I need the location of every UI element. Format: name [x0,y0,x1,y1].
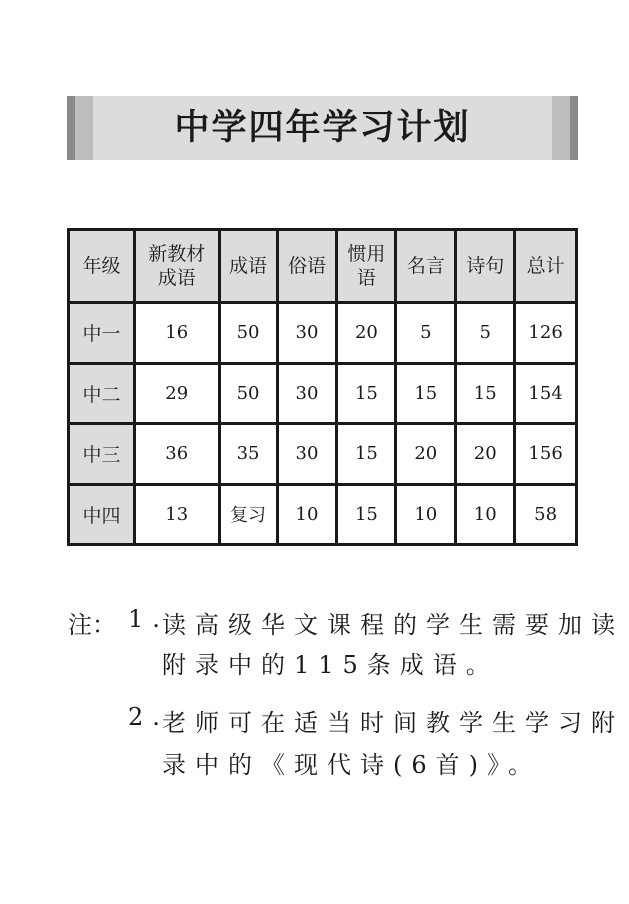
title-banner [67,96,578,160]
note-number: 1. [128,605,169,633]
column-header [69,230,135,303]
grade-cell: 中四 [69,484,135,545]
column-header-label: 惯用 [347,243,386,265]
table-cell: 35 [219,424,277,485]
note-number: 2. [128,703,169,731]
table-cell: 10 [396,484,456,545]
grade-cell: 中三 [69,424,135,485]
table-cell: 5 [396,303,456,364]
table-cell: 15 [337,424,396,485]
grade-cell: 中二 [69,363,135,424]
column-header [277,230,337,303]
column-header [515,230,577,303]
table-cell: 36 [134,424,219,485]
column-header-label: 诗句 [466,255,505,277]
column-header [396,230,456,303]
table-cell: 50 [219,363,277,424]
column-header-label: 总计 [526,255,565,277]
table-cell: 10 [277,484,337,545]
table-cell: 15 [337,363,396,424]
study-plan-table [67,228,578,546]
table-row [69,363,577,424]
table-cell: 50 [219,303,277,364]
column-header-label: 年级 [82,255,121,277]
table-cell: 15 [337,484,396,545]
table-row [69,303,577,364]
table-cell: 30 [277,424,337,485]
table-cell: 126 [515,303,577,364]
column-header-label: 语 [356,267,376,289]
table-row [69,424,577,485]
note-text: 读高级华文课程的学生需要加读 [162,611,624,639]
table-cell: 30 [277,303,337,364]
column-header-label: 俗语 [288,255,327,277]
grade-cell: 中一 [69,303,135,364]
column-header [219,230,277,303]
note-text: 老师可在适当时间教学生学习附 [162,709,624,737]
table-cell: 5 [456,303,515,364]
column-header-label: 成语 [157,267,196,289]
table-cell: 15 [456,363,515,424]
table-cell: 15 [396,363,456,424]
column-header-label: 名言 [406,255,445,277]
column-header [456,230,515,303]
table-cell: 154 [515,363,577,424]
table-cell: 13 [134,484,219,545]
table-cell: 复习 [219,484,277,545]
header-row [69,230,577,303]
column-header [134,230,219,303]
table-cell: 29 [134,363,219,424]
note-text: 录中的《现代诗(6首)》。 [162,751,541,779]
table-cell: 16 [134,303,219,364]
table-cell: 20 [396,424,456,485]
table-cell: 156 [515,424,577,485]
note-text: 附录中的115条成语。 [162,651,499,679]
table-cell: 10 [456,484,515,545]
column-header-label: 新教材 [148,243,206,265]
table-cell: 20 [456,424,515,485]
column-header-label: 成语 [229,255,268,277]
table-cell: 30 [277,363,337,424]
notes-label: 注： [68,611,116,639]
page-title: 中学四年学习计划 [174,108,471,148]
column-header [337,230,396,303]
table-row [69,484,577,545]
table-cell: 20 [337,303,396,364]
table-cell: 58 [515,484,577,545]
